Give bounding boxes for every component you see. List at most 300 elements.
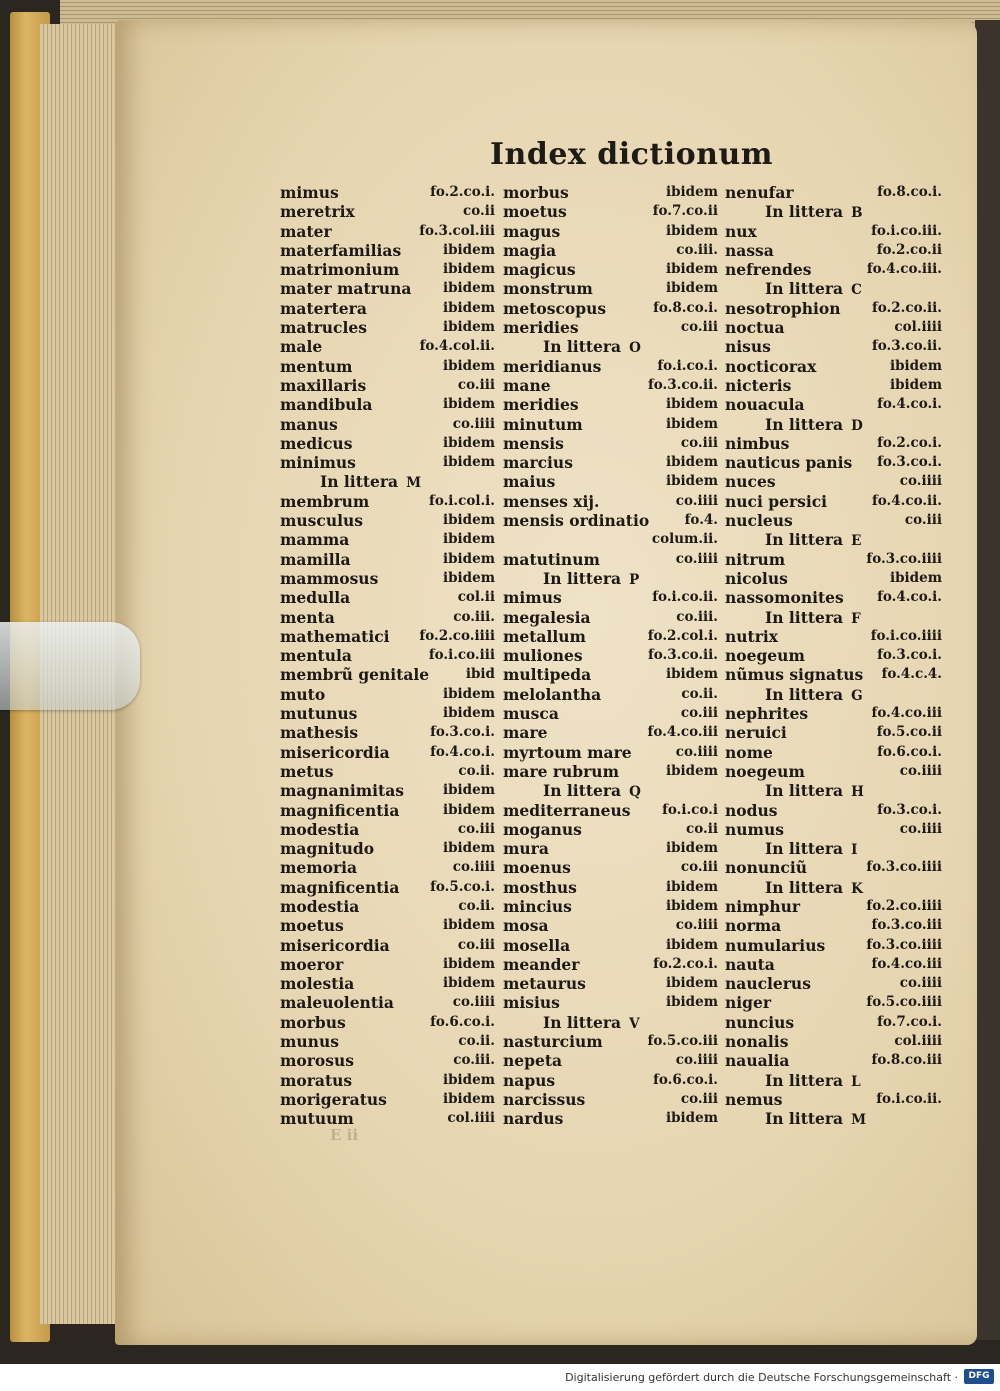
entry-reference: ibidem xyxy=(442,261,495,278)
index-entry xyxy=(503,357,718,376)
entry-reference: ibidem xyxy=(665,1110,718,1127)
entry-reference: fo.i.co.i xyxy=(662,801,718,818)
index-entry xyxy=(503,376,718,395)
letter-heading xyxy=(725,1071,942,1090)
entry-reference: fo.3.co.i. xyxy=(877,801,942,818)
entry-word: mincius xyxy=(503,896,572,916)
index-entry xyxy=(280,588,495,607)
index-entry xyxy=(280,1109,495,1128)
entry-reference: fo.i.co.ii. xyxy=(652,589,718,606)
index-entry xyxy=(503,1071,718,1090)
entry-reference: fo.8.co.i. xyxy=(877,184,942,200)
entry-word: nicteris xyxy=(725,375,792,395)
entry-reference: fo.5.co.i. xyxy=(430,878,495,895)
index-entry xyxy=(280,1090,495,1109)
entry-reference: fo.5.co.iiii xyxy=(866,994,942,1011)
index-entry xyxy=(725,762,942,781)
index-entry xyxy=(725,492,942,511)
index-entry xyxy=(725,974,942,993)
index-entry xyxy=(280,608,495,627)
entry-word: musca xyxy=(503,704,559,724)
entry-reference: ibidem xyxy=(442,917,495,934)
entry-reference: fo.3.co.i. xyxy=(877,454,942,471)
entry-word: mathesis xyxy=(280,723,359,743)
entry-word: morosus xyxy=(280,1051,354,1071)
index-entry xyxy=(503,955,718,974)
index-entry xyxy=(503,608,718,627)
footer-credit: Digitalisierung gefördert durch die Deutsche Forschungsgemeinschaft · xyxy=(565,1371,958,1384)
entry-reference: ibidem xyxy=(442,801,495,818)
entry-word: norma xyxy=(725,916,782,936)
entry-reference: ibidem xyxy=(665,396,718,413)
entry-word: magnificentia xyxy=(280,877,400,897)
entry-reference: co.iii. xyxy=(453,608,495,625)
entry-word: moetus xyxy=(503,202,567,222)
entry-reference: fo.2.co.ii xyxy=(876,241,942,258)
index-entry xyxy=(280,337,495,356)
index-entry xyxy=(725,646,942,665)
index-entry xyxy=(280,376,495,395)
entry-word: nauticus panis xyxy=(725,453,853,473)
entry-word: metallum xyxy=(503,626,586,646)
entry-reference: ibidem xyxy=(665,261,718,278)
letter-heading xyxy=(725,878,942,897)
entry-reference: fo.2.co.i. xyxy=(430,184,495,200)
entry-word: mane xyxy=(503,375,551,395)
entry-word: nephrites xyxy=(725,704,809,724)
index-entry xyxy=(503,936,718,955)
entry-reference: fo.5.co.ii xyxy=(876,724,942,741)
entry-word: mare rubrum xyxy=(503,761,619,781)
entry-word: medulla xyxy=(280,588,351,608)
entry-word: nefrendes xyxy=(725,260,812,280)
letter-heading-label: In littera L xyxy=(765,1070,861,1090)
index-entry xyxy=(503,183,718,202)
index-entry xyxy=(280,434,495,453)
letter-heading-letter: D xyxy=(851,417,863,434)
index-entry xyxy=(725,569,942,588)
index-entry xyxy=(725,1051,942,1070)
entry-word: mandibula xyxy=(280,395,373,415)
entry-word: mosella xyxy=(503,935,571,955)
entry-reference: fo.3.col.iii xyxy=(419,222,495,239)
entry-word: maxillaris xyxy=(280,375,367,395)
entry-word: myrtoum mare xyxy=(503,742,632,762)
entry-reference: ibidem xyxy=(442,955,495,972)
entry-word: nonalis xyxy=(725,1032,789,1052)
entry-word: misericordia xyxy=(280,935,390,955)
entry-word: menses xij. xyxy=(503,491,600,511)
index-entry xyxy=(725,453,942,472)
index-entry xyxy=(725,376,942,395)
entry-word: muliones xyxy=(503,646,583,666)
entry-reference: fo.3.co.i. xyxy=(430,724,495,741)
letter-heading-letter: O xyxy=(629,340,641,357)
index-entry xyxy=(503,299,718,318)
entry-reference: co.iiii xyxy=(675,1052,718,1069)
letter-heading-label: In littera D xyxy=(765,414,863,434)
entry-word: monstrum xyxy=(503,279,593,299)
entry-word: maius xyxy=(503,472,556,492)
index-entry xyxy=(503,1051,718,1070)
entry-word: noegeum xyxy=(725,761,805,781)
letter-heading-letter: L xyxy=(851,1073,861,1090)
entry-word: moganus xyxy=(503,819,582,839)
index-entry xyxy=(280,820,495,839)
entry-reference: fo.4.co.iii xyxy=(871,955,942,972)
entry-reference: ibidem xyxy=(889,376,942,393)
entry-word: mater xyxy=(280,221,332,241)
letter-heading-label: In littera O xyxy=(543,337,641,357)
entry-word: mathematici xyxy=(280,626,390,646)
entry-word: morbus xyxy=(503,183,569,202)
entry-word: mammosus xyxy=(280,568,379,588)
entry-reference: fo.2.co.ii. xyxy=(871,299,942,316)
page-heading: Index dictionum xyxy=(490,137,774,172)
entry-reference: fo.3.co.iiii xyxy=(866,936,942,953)
entry-word: nuci persici xyxy=(725,491,828,511)
index-entry xyxy=(503,415,718,434)
entry-word: medicus xyxy=(280,433,353,453)
letter-heading xyxy=(725,781,942,800)
entry-reference: ibidem xyxy=(442,685,495,702)
entry-word: mater matruna xyxy=(280,279,412,299)
entry-reference: ibidem xyxy=(442,975,495,992)
index-entry xyxy=(725,993,942,1012)
index-entry xyxy=(725,299,942,318)
entry-reference: fo.8.co.i. xyxy=(653,299,718,316)
entry-reference: ibidem xyxy=(442,454,495,471)
entry-word: nodus xyxy=(725,800,778,820)
letter-heading-letter: M xyxy=(406,475,422,492)
book-right-edge xyxy=(975,20,1000,1340)
index-entry xyxy=(280,743,495,762)
entry-word: magia xyxy=(503,240,557,260)
entry-word: morbus xyxy=(280,1012,346,1032)
entry-word: marcius xyxy=(503,453,573,473)
entry-reference: fo.i.co.iii. xyxy=(871,222,942,239)
entry-reference: fo.i.col.i. xyxy=(429,492,495,509)
entry-word: mamma xyxy=(280,530,350,550)
letter-heading-label: In littera I xyxy=(765,839,858,859)
letter-heading-letter: H xyxy=(851,784,864,801)
index-entry xyxy=(725,318,942,337)
letter-heading-letter: C xyxy=(851,282,862,299)
index-entry xyxy=(725,183,942,202)
entry-reference: fo.4.co.i. xyxy=(877,396,942,413)
entry-word: nitrum xyxy=(725,549,786,569)
entry-word: meridies xyxy=(503,318,579,338)
index-column-3 xyxy=(725,183,942,1129)
entry-word: nemus xyxy=(725,1089,783,1109)
entry-reference: co.iii xyxy=(680,859,718,876)
index-entry xyxy=(725,665,942,684)
entry-word: meretrix xyxy=(280,202,355,222)
entry-word: nuncius xyxy=(725,1012,795,1032)
entry-reference: co.iiii xyxy=(675,550,718,567)
entry-reference: co.iii xyxy=(904,512,942,529)
index-entry xyxy=(280,550,495,569)
entry-reference: fo.2.co.i. xyxy=(653,955,718,972)
entry-reference: co.ii. xyxy=(458,1033,495,1050)
entry-word: nome xyxy=(725,742,773,762)
entry-word: napus xyxy=(503,1070,556,1090)
entry-reference: co.iiii xyxy=(899,762,942,779)
entry-reference: fo.4.co.i. xyxy=(430,743,495,760)
letter-heading xyxy=(503,569,718,588)
entry-reference: ibidem xyxy=(889,569,942,586)
entry-reference: ibidem xyxy=(442,705,495,722)
index-entry xyxy=(503,260,718,279)
index-entry xyxy=(280,723,495,742)
index-entry xyxy=(725,627,942,646)
index-entry xyxy=(280,1051,495,1070)
index-entry xyxy=(725,260,942,279)
entry-word: naualia xyxy=(725,1051,790,1071)
index-entry xyxy=(280,646,495,665)
entry-word: membrũ genitale xyxy=(280,665,430,685)
entry-reference: fo.3.co.i. xyxy=(877,647,942,664)
index-entry xyxy=(503,1109,718,1128)
letter-heading-label: In littera G xyxy=(765,684,863,704)
index-entry xyxy=(725,858,942,877)
entry-reference: fo.8.co.iii xyxy=(871,1052,942,1069)
entry-reference: co.iiii xyxy=(899,820,942,837)
entry-word: narcissus xyxy=(503,1089,586,1109)
entry-word: moetus xyxy=(280,916,344,936)
entry-word: nisus xyxy=(725,337,771,357)
letter-heading-letter: I xyxy=(851,842,858,859)
index-entry xyxy=(280,801,495,820)
index-entry xyxy=(280,222,495,241)
entry-word: noctua xyxy=(725,318,785,338)
entry-word: neruici xyxy=(725,723,787,743)
entry-word: muto xyxy=(280,684,326,704)
entry-reference: fo.7.co.i. xyxy=(877,1013,942,1030)
entry-word: mimus xyxy=(503,588,562,608)
entry-word: moratus xyxy=(280,1070,353,1090)
entry-word: niger xyxy=(725,993,772,1013)
index-entry xyxy=(280,1071,495,1090)
entry-word: matrucles xyxy=(280,318,367,338)
entry-word: moenus xyxy=(503,858,571,878)
entry-reference: ibidem xyxy=(665,936,718,953)
index-entry xyxy=(280,665,495,684)
entry-word: nimbus xyxy=(725,433,790,453)
entry-word: magnificentia xyxy=(280,800,400,820)
entry-reference: fo.4.co.iii. xyxy=(866,261,942,278)
entry-reference: col.iiii xyxy=(894,1033,942,1050)
entry-word: mosthus xyxy=(503,877,577,897)
index-entry xyxy=(280,453,495,472)
entry-reference: ibidem xyxy=(442,434,495,451)
entry-word: nocticorax xyxy=(725,356,817,376)
index-entry xyxy=(280,685,495,704)
entry-word: numularius xyxy=(725,935,826,955)
letter-heading-letter: V xyxy=(629,1015,640,1032)
index-entry xyxy=(280,781,495,800)
index-entry xyxy=(725,1013,942,1032)
entry-word: matrimonium xyxy=(280,260,400,280)
index-entry xyxy=(503,762,718,781)
entry-reference: fo.4.co.iii xyxy=(647,724,718,741)
entry-word: mensis xyxy=(503,433,564,453)
entry-word: molestia xyxy=(280,974,355,994)
index-entry xyxy=(503,588,718,607)
letter-heading xyxy=(503,781,718,800)
entry-reference: ibidem xyxy=(889,357,942,374)
entry-word: nucleus xyxy=(725,511,793,531)
letter-heading xyxy=(503,1013,718,1032)
index-entry xyxy=(725,434,942,453)
entry-word: metaurus xyxy=(503,974,586,994)
letter-heading-label: In littera Q xyxy=(543,781,641,801)
entry-word: morigeratus xyxy=(280,1089,387,1109)
index-entry xyxy=(503,993,718,1012)
entry-reference: co.iii. xyxy=(676,608,718,625)
entry-reference: co.iiii xyxy=(675,917,718,934)
entry-reference: fo.3.co.ii. xyxy=(871,338,942,355)
index-entry xyxy=(280,974,495,993)
entry-word: multipeda xyxy=(503,665,592,685)
entry-word: misius xyxy=(503,993,560,1013)
index-entry xyxy=(503,492,718,511)
index-entry xyxy=(503,222,718,241)
index-entry xyxy=(280,916,495,935)
entry-word: meander xyxy=(503,954,580,974)
index-entry xyxy=(280,762,495,781)
index-entry xyxy=(725,820,942,839)
index-entry xyxy=(725,395,942,414)
entry-word: munus xyxy=(280,1032,339,1052)
entry-word: misericordia xyxy=(280,742,390,762)
letter-heading-letter: P xyxy=(629,571,640,588)
index-entry xyxy=(280,569,495,588)
entry-reference: co.ii. xyxy=(458,897,495,914)
entry-word: menta xyxy=(280,607,335,627)
letter-heading xyxy=(725,202,942,221)
entry-reference: ibidem xyxy=(665,454,718,471)
entry-word: nutrix xyxy=(725,626,778,646)
index-entry xyxy=(725,337,942,356)
entry-word: nũmus signatus xyxy=(725,665,864,685)
entry-reference: col.iiii xyxy=(447,1110,495,1127)
letter-heading-label: In littera M xyxy=(765,1109,867,1129)
index-entry xyxy=(725,511,942,530)
entry-reference: co.ii xyxy=(463,203,495,220)
entry-word: moeror xyxy=(280,954,344,974)
entry-reference: col.ii xyxy=(457,589,495,606)
entry-word: noegeum xyxy=(725,646,805,666)
entry-word: nouacula xyxy=(725,395,805,415)
entry-reference: ibidem xyxy=(665,415,718,432)
index-entry xyxy=(503,801,718,820)
index-column-2 xyxy=(503,183,718,1129)
entry-word: mosa xyxy=(503,916,549,936)
entry-word: modestia xyxy=(280,819,360,839)
index-entry xyxy=(280,839,495,858)
index-entry xyxy=(280,183,495,202)
entry-reference: co.iiii xyxy=(675,492,718,509)
entry-word: mare xyxy=(503,723,548,743)
entry-reference: ibidem xyxy=(442,357,495,374)
index-entry xyxy=(725,472,942,491)
entry-word: nauclerus xyxy=(725,974,811,994)
entry-word: mimus xyxy=(280,183,339,202)
index-entry xyxy=(725,916,942,935)
entry-reference: col.iiii xyxy=(894,319,942,336)
entry-word: metus xyxy=(280,761,334,781)
letter-heading-label: In littera H xyxy=(765,781,864,801)
index-entry xyxy=(503,646,718,665)
index-entry xyxy=(725,357,942,376)
letter-heading xyxy=(725,839,942,858)
index-entry xyxy=(280,704,495,723)
entry-reference: fo.2.col.i. xyxy=(647,627,718,644)
index-entry xyxy=(725,801,942,820)
index-entry xyxy=(280,299,495,318)
entry-word: male xyxy=(280,337,323,357)
index-entry xyxy=(503,318,718,337)
entry-reference: fo.7.co.ii xyxy=(652,203,718,220)
entry-word: mediterraneus xyxy=(503,800,631,820)
entry-reference: fo.i.co.iii xyxy=(428,647,495,664)
index-entry xyxy=(503,685,718,704)
entry-reference: co.iii. xyxy=(676,241,718,258)
entry-reference: ibidem xyxy=(442,1071,495,1088)
entry-reference: co.iii xyxy=(680,1090,718,1107)
entry-word: minimus xyxy=(280,453,356,473)
index-entry xyxy=(280,530,495,549)
index-entry xyxy=(503,395,718,414)
index-entry xyxy=(725,704,942,723)
index-entry xyxy=(503,839,718,858)
index-entry xyxy=(725,955,942,974)
entry-reference: ibidem xyxy=(442,782,495,799)
letter-heading-letter: Q xyxy=(629,784,641,801)
dfg-logo: DFG xyxy=(964,1369,994,1384)
letter-heading-letter: B xyxy=(851,205,863,222)
entry-word: mutuum xyxy=(280,1109,354,1129)
letter-heading-label: In littera V xyxy=(543,1012,640,1032)
entry-word: mentum xyxy=(280,356,353,376)
index-entry xyxy=(503,241,718,260)
bookmark-tab xyxy=(0,622,140,710)
index-entry xyxy=(725,222,942,241)
index-entry xyxy=(503,472,718,491)
letter-heading-letter: K xyxy=(851,880,863,897)
entry-reference: ibidem xyxy=(442,531,495,548)
index-entry xyxy=(725,1090,942,1109)
letter-heading-label: In littera F xyxy=(765,607,861,627)
entry-reference: fo.4.co.ii. xyxy=(871,492,942,509)
entry-reference: fo.4.co.i. xyxy=(877,589,942,606)
index-entry xyxy=(280,955,495,974)
index-entry xyxy=(280,511,495,530)
entry-reference: co.iiii xyxy=(675,743,718,760)
entry-reference: fo.2.co.iiii xyxy=(419,627,495,644)
index-entry xyxy=(503,820,718,839)
entry-reference: fo.i.co.ii. xyxy=(876,1090,942,1107)
entry-word: meridies xyxy=(503,395,579,415)
entry-word: nimphur xyxy=(725,896,801,916)
index-entry xyxy=(503,453,718,472)
letter-heading-label: In littera K xyxy=(765,877,863,897)
letter-heading-label: In littera M xyxy=(320,472,422,492)
index-entry xyxy=(503,434,718,453)
entry-reference: fo.3.co.iii xyxy=(871,917,942,934)
entry-reference: fo.3.co.iiii xyxy=(866,859,942,876)
